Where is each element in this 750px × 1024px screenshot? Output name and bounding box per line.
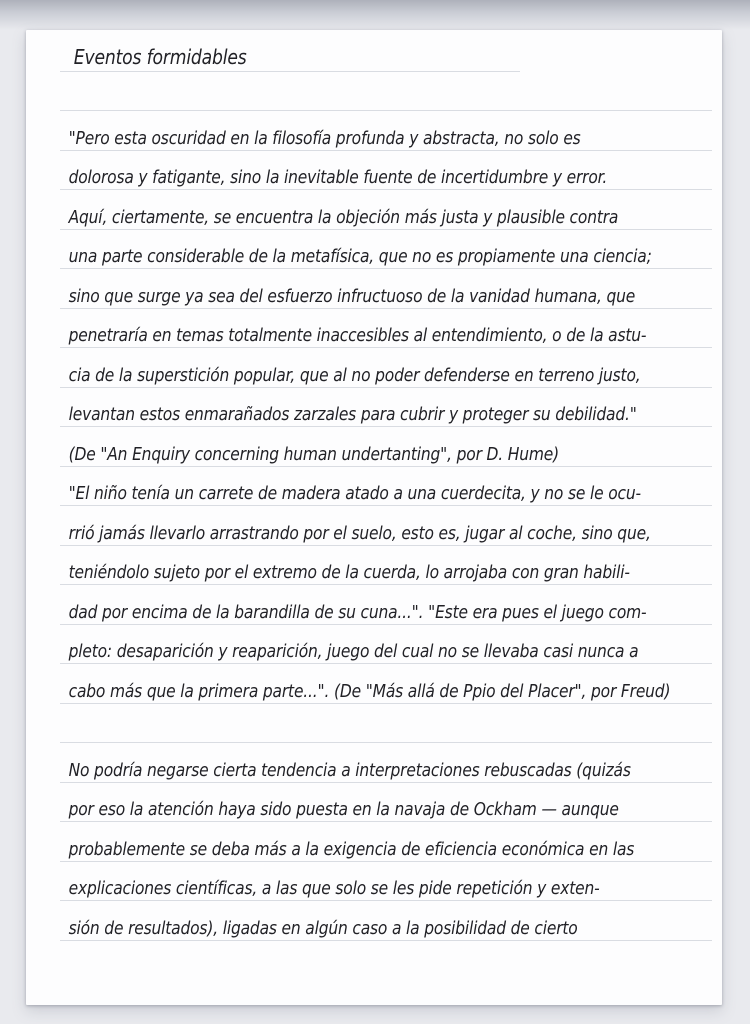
handwritten-line	[60, 388, 712, 428]
handwritten-line	[60, 901, 712, 941]
handwritten-line	[60, 111, 712, 151]
handwritten-text: explicaciones científicas, a las que solo se les pide repetición y exten-	[68, 878, 600, 899]
handwritten-text: teniéndolo sujeto por el extremo de la cuerda, lo arrojaba con gran habili-	[68, 562, 630, 583]
handwritten-line	[60, 348, 712, 388]
handwritten-line	[60, 546, 712, 586]
handwritten-line citation-line	[60, 427, 712, 467]
handwritten-text: dad por encima de la barandilla de su cuna...". "Este era pues el juego com-	[68, 601, 647, 623]
handwritten-line	[60, 269, 712, 309]
citation-text: (De "An Enquiry concerning human undertanting", por D. Hume)	[68, 443, 560, 465]
handwritten-text: dolorosa y fatigante, sino la inevitable fuente de incertidumbre y error.	[68, 167, 608, 188]
page-title-line	[60, 32, 520, 72]
handwritten-line	[60, 506, 712, 546]
ruled-line-blank	[60, 704, 712, 744]
handwritten-text: levantan estos enmarañados zarzales para cubrir y proteger su debilidad."	[68, 404, 637, 425]
handwritten-line	[60, 230, 712, 270]
handwritten-text: Aquí, ciertamente, se encuentra la objeción más justa y plausible contra	[68, 206, 619, 228]
handwritten-text: "Pero esta oscuridad en la filosofía profunda y abstracta, no solo es	[68, 127, 581, 149]
handwritten-line	[60, 743, 712, 783]
handwritten-text: una parte considerable de la metafísica, que no es propiamente una ciencia;	[68, 246, 652, 267]
handwritten-text: por eso la atención haya sido puesta en la navaja de Ockham — aunque	[68, 799, 619, 820]
handwritten-line	[60, 585, 712, 625]
handwritten-line	[60, 151, 712, 191]
handwritten-line	[60, 309, 712, 349]
handwritten-text: No podría negarse cierta tendencia a interpretaciones rebuscadas (quizás	[68, 759, 631, 781]
handwritten-line	[60, 625, 712, 665]
notebook-page	[26, 30, 722, 1005]
handwritten-line	[60, 862, 712, 902]
handwritten-line	[60, 467, 712, 507]
page-title: Eventos formidables	[73, 44, 247, 69]
handwritten-text: pleto: desaparición y reaparición, juego del cual no se llevaba casi nunca a	[68, 641, 639, 662]
handwritten-text: penetraría en temas totalmente inaccesibles al entendimiento, o de la astu-	[68, 325, 647, 346]
handwritten-text: cia de la superstición popular, que al no poder defenderse en terreno justo,	[68, 364, 641, 386]
handwritten-line	[60, 822, 712, 862]
handwritten-text: rrió jamás llevarlo arrastrando por el suelo, esto es, jugar al coche, sino que,	[68, 522, 651, 544]
citation-text: cabo más que la primera parte...". (De "Más allá de Ppio del Placer", por Freud)	[68, 680, 671, 702]
ruled-lines-area	[60, 32, 712, 941]
handwritten-text: "El niño tenía un carrete de madera atado a una cuerdecita, y no se le ocu-	[68, 483, 641, 504]
handwritten-line citation-line	[60, 664, 712, 704]
handwritten-line	[60, 190, 712, 230]
handwritten-text: sión de resultados), ligadas en algún caso a la posibilidad de cierto	[68, 917, 578, 939]
ruled-line-blank	[60, 72, 712, 112]
handwritten-line	[60, 783, 712, 823]
handwritten-text: sino que surge ya sea del esfuerzo infructuoso de la vanidad humana, que	[68, 285, 636, 307]
handwritten-text: probablemente se deba más a la exigencia de eficiencia económica en las	[68, 838, 635, 860]
scan-top-shadow	[0, 0, 750, 30]
